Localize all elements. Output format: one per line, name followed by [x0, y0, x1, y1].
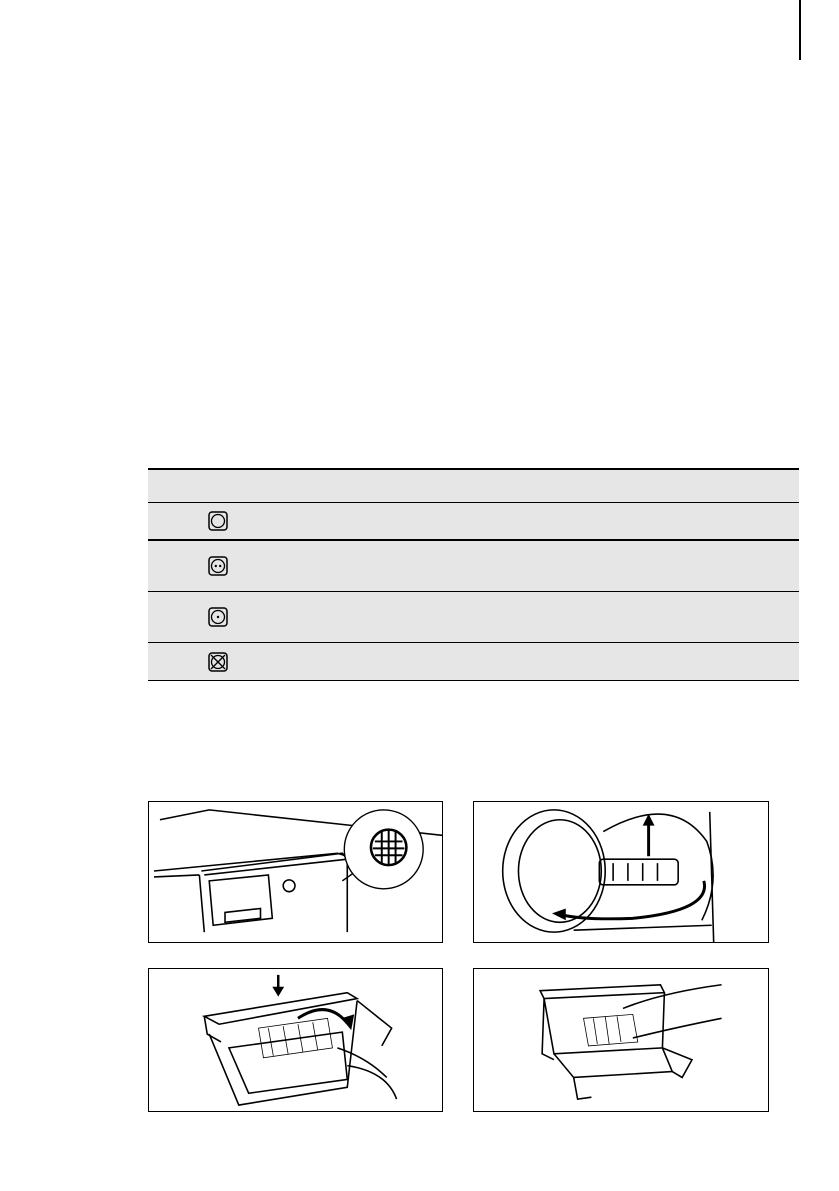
door-filter-removal-illustration	[473, 801, 769, 943]
table-row	[148, 541, 799, 592]
table-row	[148, 503, 799, 541]
dryer-illustration-svg	[149, 802, 442, 942]
care-symbol-table	[148, 468, 799, 681]
table-header-row	[148, 470, 799, 503]
do-not-tumble-dry-icon	[208, 652, 228, 672]
dryer-filter-indicator-illustration	[148, 801, 443, 943]
door-illustration-svg	[474, 802, 768, 942]
tumble-dry-low-heat-icon	[208, 607, 228, 627]
tumble-dry-icon	[208, 511, 228, 531]
filter-open-press-illustration	[148, 968, 443, 1112]
filter-cleaning-illustration	[473, 968, 769, 1112]
table-row	[148, 643, 799, 681]
page-edge-bar	[799, 0, 801, 60]
filter-cleaning-svg	[474, 969, 768, 1111]
filter-press-svg	[149, 969, 442, 1111]
tumble-dry-normal-heat-icon	[208, 556, 228, 576]
table-row	[148, 592, 799, 643]
